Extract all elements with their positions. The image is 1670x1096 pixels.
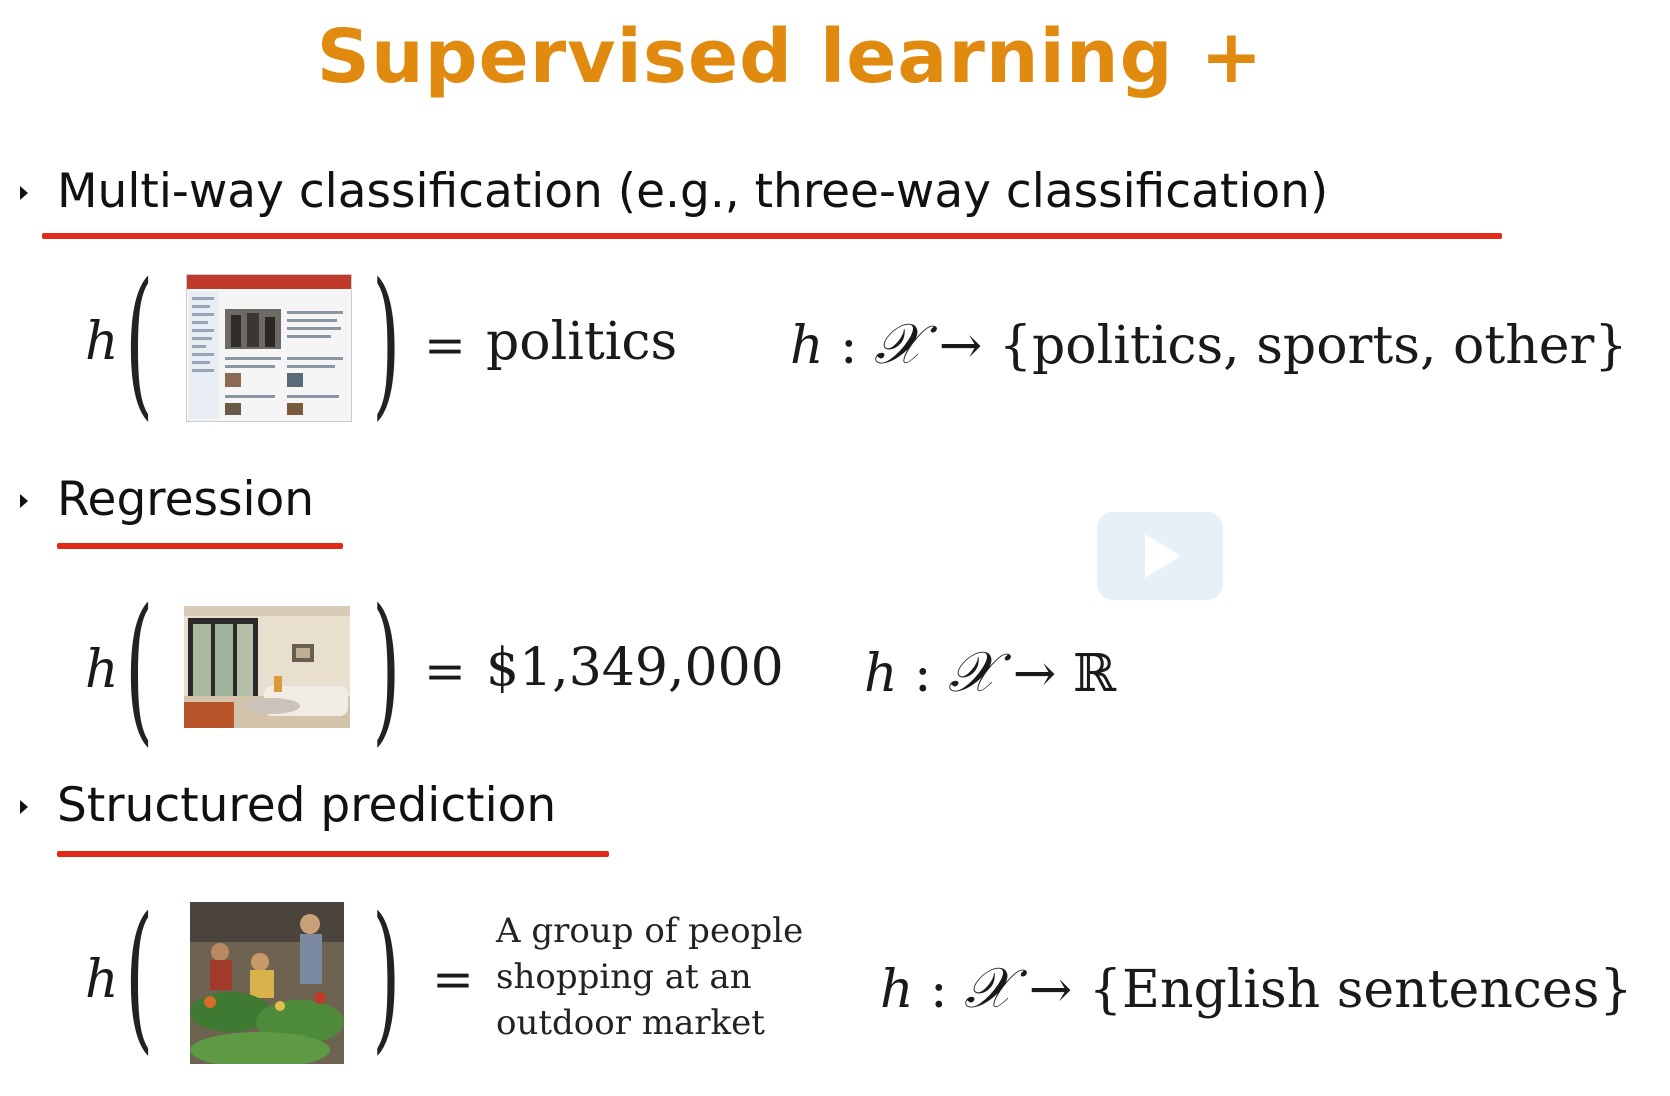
caption-line: shopping at an [496, 957, 752, 997]
section-underline [57, 543, 343, 549]
play-button[interactable] [1097, 512, 1223, 600]
function-h: h [85, 950, 119, 1010]
sig-arrow: → [1028, 960, 1073, 1020]
equals-sign: = [432, 950, 474, 1008]
right-paren: ) [372, 248, 401, 435]
left-paren: ( [125, 574, 154, 761]
output-price: $1,349,000 [486, 638, 784, 698]
section-heading-structured: Structured prediction [57, 778, 557, 833]
function-h: h [85, 640, 119, 700]
function-h: h [85, 312, 119, 372]
hypothesis-signature-structured [880, 956, 1632, 1022]
outdoor-market-image [190, 902, 344, 1064]
sig-h: h [880, 960, 914, 1020]
caption-line: outdoor market [496, 1003, 765, 1043]
sig-colon: : [930, 960, 948, 1020]
play-icon [1145, 534, 1181, 578]
left-paren: ( [125, 882, 154, 1069]
living-room-image [184, 606, 350, 728]
sig-arrow: → [938, 316, 983, 376]
right-paren: ) [372, 574, 401, 761]
output-politics: politics [486, 312, 678, 372]
sig-domain: 𝒳 [948, 640, 997, 705]
equals-sign: = [424, 642, 466, 700]
sig-h: h [790, 316, 824, 376]
section-heading-regression: Regression [57, 472, 315, 527]
sig-colon: : [840, 316, 858, 376]
section-heading-multiway: Multi-way classification (e.g., three-way classification) [57, 164, 1329, 219]
sig-codomain: {English sentences} [1088, 960, 1633, 1020]
sig-codomain: {politics, sports, other} [998, 316, 1628, 376]
right-paren: ) [372, 882, 401, 1069]
bullet-icon [20, 186, 28, 200]
caption-line: A group of people [496, 911, 804, 951]
equals-sign: = [424, 316, 466, 374]
bullet-icon [20, 494, 28, 508]
sig-codomain: ℝ [1072, 644, 1117, 704]
output-caption [496, 908, 803, 1046]
sig-h: h [864, 644, 898, 704]
section-underline [42, 233, 1502, 239]
news-webpage-image [186, 274, 352, 422]
left-paren: ( [125, 248, 154, 435]
bullet-icon [20, 800, 28, 814]
sig-domain: 𝒳 [964, 956, 1013, 1021]
slide-title: Supervised learning + [316, 14, 1264, 100]
hypothesis-signature-classification [790, 312, 1627, 378]
sig-arrow: → [1012, 644, 1057, 704]
sig-domain: 𝒳 [874, 312, 923, 377]
section-underline [57, 851, 609, 857]
sig-colon: : [914, 644, 932, 704]
hypothesis-signature-regression [864, 640, 1116, 706]
